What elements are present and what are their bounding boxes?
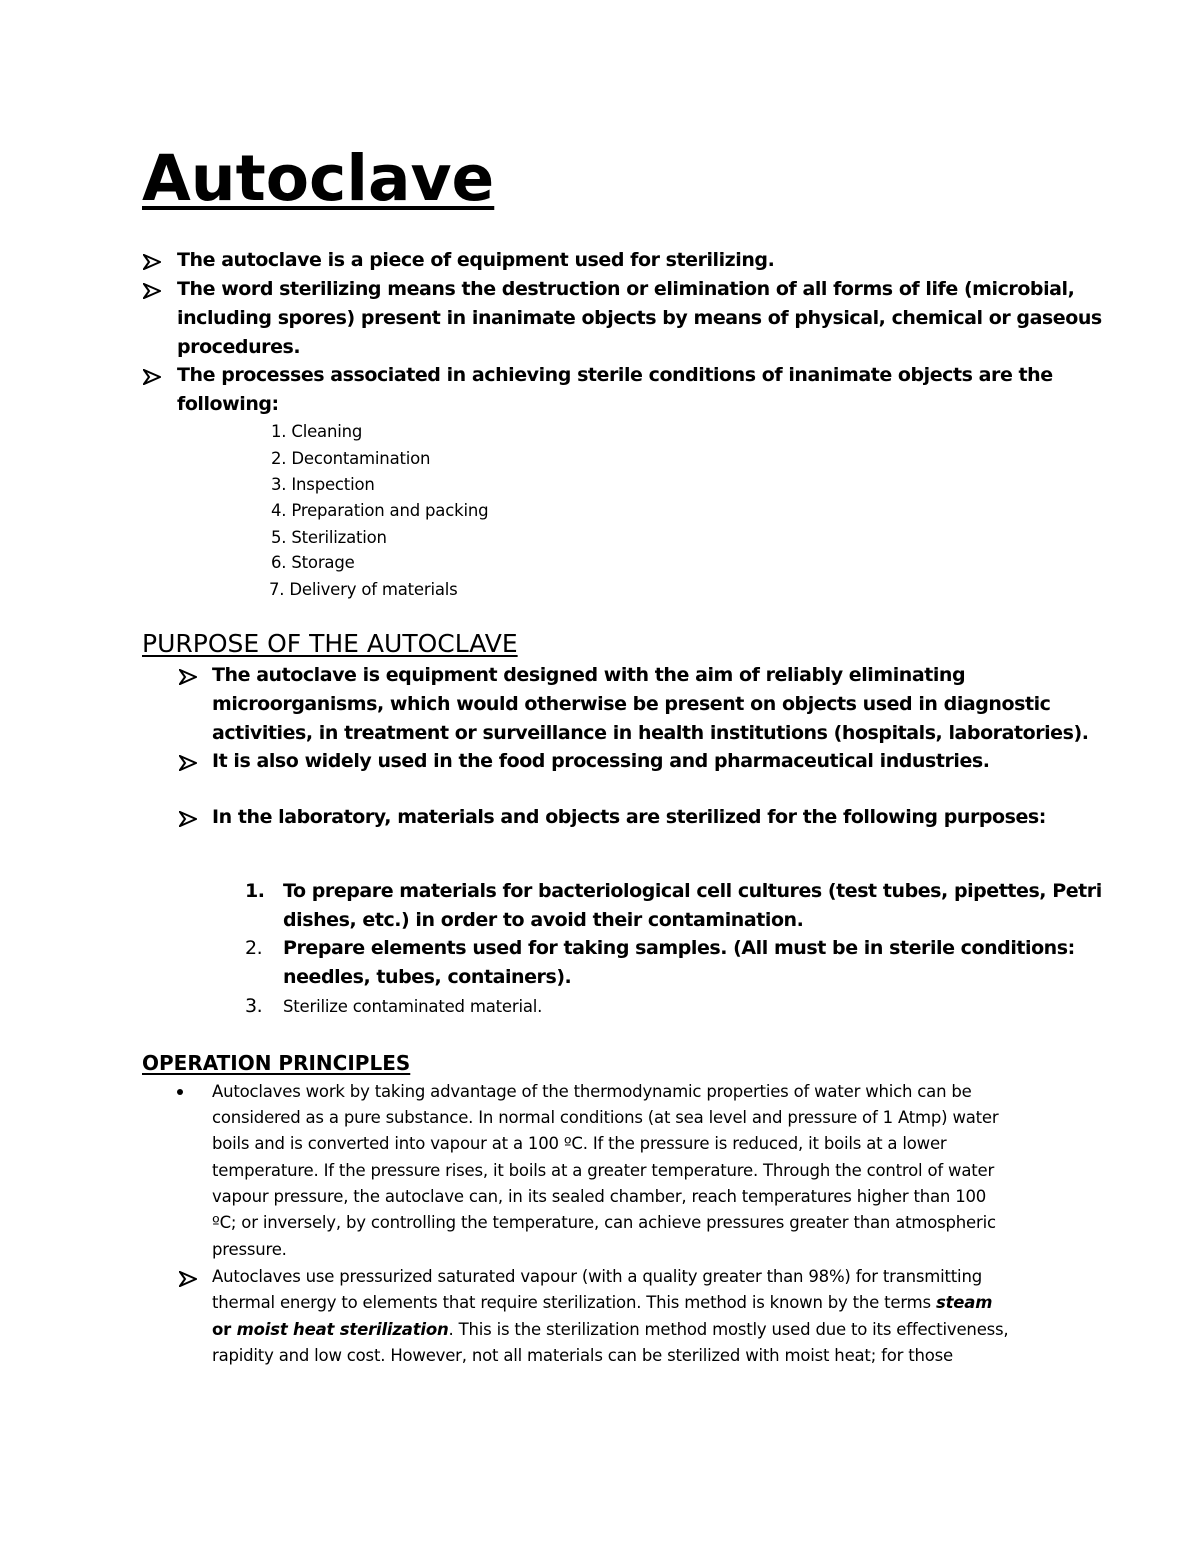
- operation-bullet-1-line: ºC; or inversely, by controlling the temperature, can achieve pressures greater than atmospheric: [212, 1213, 996, 1232]
- operation-bullet-1-line: pressure.: [212, 1240, 287, 1259]
- purpose-item-3: Sterilize contaminated material.: [283, 997, 543, 1016]
- purpose-item-number: 2.: [245, 937, 263, 959]
- purpose-bullet-3: In the laboratory, materials and objects are sterilized for the following purposes:: [212, 806, 1046, 828]
- purpose-item-2-line: Prepare elements used for taking samples. (All must be in sterile conditions:: [283, 937, 1075, 959]
- operation-bullet-1-line: boils and is converted into vapour at a 100 ºC. If the pressure is reduced, it boils at a lower: [212, 1134, 947, 1153]
- page-title: Autoclave: [142, 142, 495, 215]
- process-step: 5. Sterilization: [271, 528, 387, 547]
- purpose-heading: PURPOSE OF THE AUTOCLAVE: [142, 629, 518, 658]
- process-step: 2. Decontamination: [271, 449, 431, 468]
- intro-bullet-2-line: including spores) present in inanimate objects by means of physical, chemical or gaseous: [177, 307, 1102, 329]
- purpose-item-number: 1.: [245, 880, 265, 902]
- operation-bullet-1-line: vapour pressure, the autoclave can, in its sealed chamber, reach temperatures higher than 100: [212, 1187, 987, 1206]
- purpose-item-number: 3.: [245, 995, 263, 1017]
- operation-bullet-2-line: [212, 1293, 992, 1312]
- emphasis-moist-heat: moist heat sterilization: [236, 1320, 449, 1339]
- operation-bullet-2-line: [212, 1320, 1008, 1339]
- purpose-bullet-1-line: activities, in treatment or surveillance in health institutions (hospitals, laboratories).: [212, 722, 1089, 744]
- intro-bullet-3-line: The processes associated in achieving sterile conditions of inanimate objects are the: [177, 364, 1053, 386]
- purpose-bullet-1-line: The autoclave is equipment designed with the aim of reliably eliminating: [212, 664, 966, 686]
- process-step: 6. Storage: [271, 553, 355, 572]
- operation-text: or: [212, 1320, 237, 1339]
- operation-bullet-2-line: Autoclaves use pressurized saturated vapour (with a quality greater than 98%) for transmitting: [212, 1267, 982, 1286]
- operation-text: thermal energy to elements that require sterilization. This method is known by the terms: [212, 1293, 936, 1312]
- purpose-item-2-line: needles, tubes, containers).: [283, 966, 572, 988]
- operation-bullet-1-line: Autoclaves work by taking advantage of the thermodynamic properties of water which can be: [212, 1082, 972, 1101]
- process-step: 4. Preparation and packing: [271, 501, 489, 520]
- intro-bullet-3-line: following:: [177, 393, 279, 415]
- purpose-item-1-line: To prepare materials for bacteriological cell cultures (test tubes, pipettes, Petri: [283, 880, 1102, 902]
- process-step: 7. Delivery of materials: [269, 580, 458, 599]
- intro-bullet-2-line: procedures.: [177, 336, 301, 358]
- operation-bullet-1-line: temperature. If the pressure rises, it boils at a greater temperature. Through the control of water: [212, 1161, 995, 1180]
- operation-bullet-1-line: considered as a pure substance. In normal conditions (at sea level and pressure of 1 Atmp) water: [212, 1108, 999, 1127]
- process-step: 3. Inspection: [271, 475, 375, 494]
- operation-bullet-2-line: rapidity and low cost. However, not all materials can be sterilized with moist heat; for those: [212, 1346, 954, 1365]
- emphasis-steam: steam: [935, 1293, 993, 1312]
- purpose-bullet-2: It is also widely used in the food processing and pharmaceutical industries.: [212, 750, 990, 772]
- intro-bullet-1: The autoclave is a piece of equipment used for sterilizing.: [177, 249, 775, 271]
- process-step: 1. Cleaning: [271, 422, 363, 441]
- intro-bullet-2-line: The word sterilizing means the destruction or elimination of all forms of life (microbial,: [177, 278, 1075, 300]
- bullet-dot-icon: [177, 1089, 183, 1095]
- operation-text: . This is the sterilization method mostly used due to its effectiveness,: [448, 1320, 1009, 1339]
- purpose-bullet-1-line: microorganisms, which would otherwise be present on objects used in diagnostic: [212, 693, 1051, 715]
- operation-heading: OPERATION PRINCIPLES: [142, 1051, 411, 1075]
- purpose-item-1-line: dishes, etc.) in order to avoid their contamination.: [283, 909, 804, 931]
